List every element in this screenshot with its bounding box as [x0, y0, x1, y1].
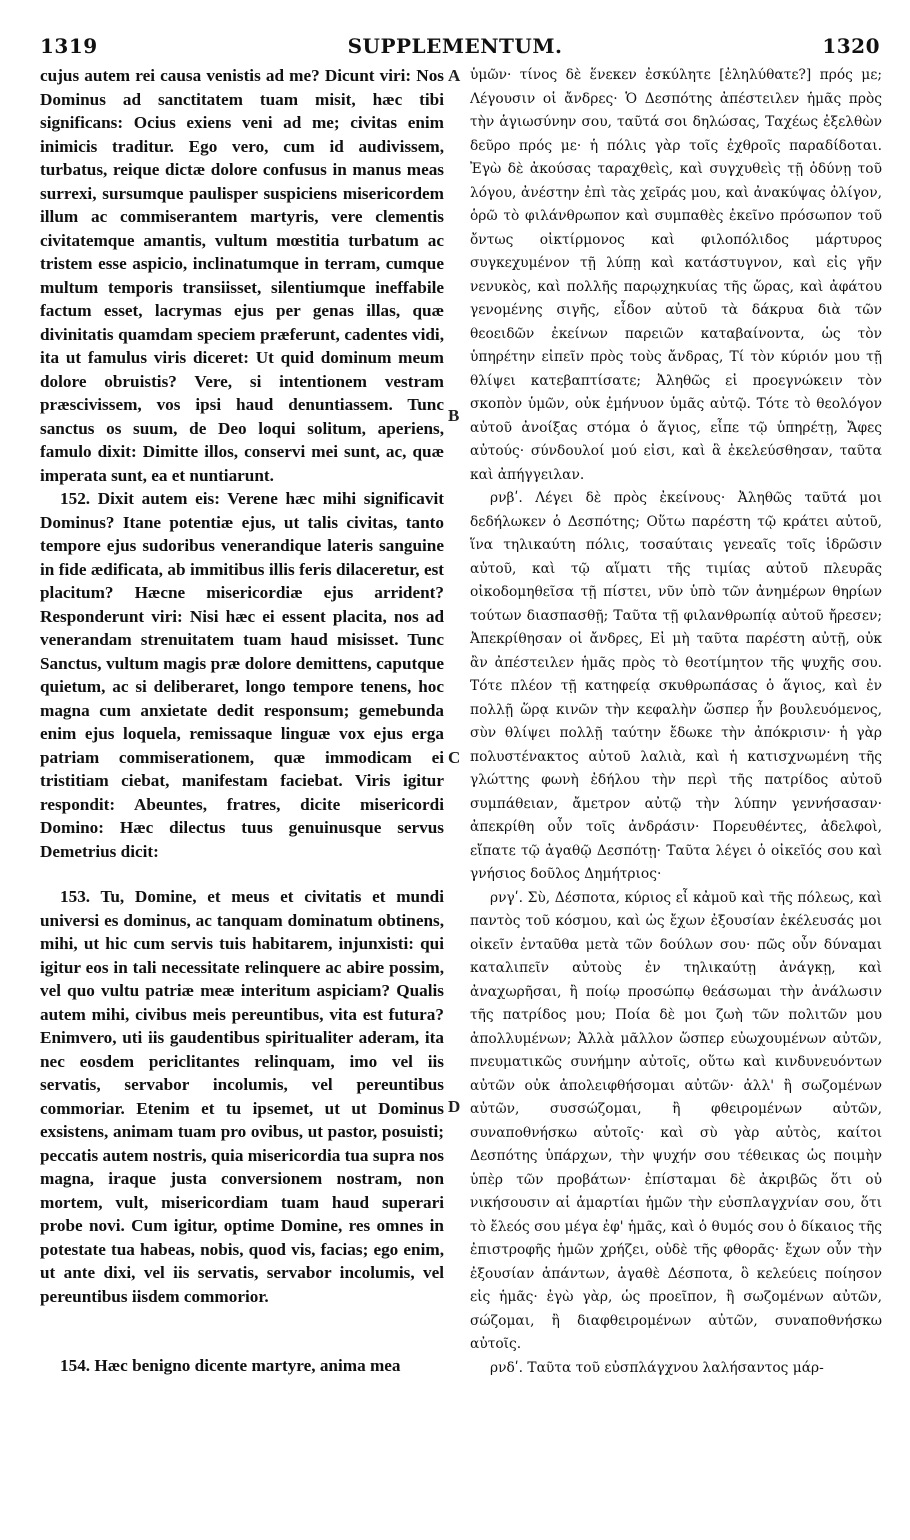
margin-letter-a: A — [448, 66, 461, 85]
left-page-number: 1319 — [40, 34, 98, 58]
greek-paragraph-1: ὑμῶν· τίνος δὲ ἕνεκεν ἐσκύλητε [ἐληλύθατε?] πρός με; Λέγουσιν οἱ ἄνδρες· Ὁ Δεσπότης ἀπέστειλεν ἡμᾶς πρὸς τὴν ἁγιωσύνην σου, ταῦτά σοι δηλώσας, Ταχέως ἐξελθὼν δεῦρο πρός με· ἡ πόλις γὰρ τοῖς ἐχθροῖς παραδίδοται. Ἐγὼ δὲ ἀκούσας ταραχθεὶς, καὶ συγχυθεὶς τῇ ὀδύνῃ τοῦ λόγου, ἀνέστην ἐπὶ τὰς χεῖράς μου, καὶ ἀνακύψας ὀλίγον, ὁρῶ τὸ φιλάνθρωπον καὶ συμπαθὲς ἐκεῖνο πρόσωπον τοῦ ὄντως οἰκτίρμονος καὶ φιλοπόλιδος μάρτυρος συγκεχυμένον τῇ λύπῃ καὶ κατάστυγνον, καὶ εἰς γῆν νενυκὸς, καὶ πολλῆς παρῳχηκυίας τῆς ὥρας, καὶ ἀφάτου γενομένης σιγῆς, εἶδον αὐτοῦ τὰ δάκρυα διὰ τῶν θεοειδῶν ἐκείνων παρειῶν καταβαίνοντα, ὡς τὸν ὑπηρέτην εἰπεῖν πρὸς τοὺς ἄνδρας, Τί τὸν κύριόν μου τῇ θλίψει κατεβαπτίσατε; Ἀληθῶς εἰ προεγνώκειν τὸν σκοπὸν ὑμῶν, οὐκ ἐμήνυον ὑμᾶς αὐτῷ. Τότε τὸ θεολόγον αὐτοῦ ἀνοίξας στόμα ὁ ἅγιος, εἶπε τῷ ὑπηρέτῃ, Ἄφες αὐτούς· σύνδουλοί μού εἰσι, καὶ ἃ ἐκελεύσθησαν, ταῦτα καὶ ἀπήγγειλαν. — [470, 67, 882, 483]
right-page-number: 1320 — [822, 34, 880, 58]
running-head-title: SUPPLEMENTUM. — [347, 34, 563, 58]
latin-paragraph-154: 154. Hæc benigno dicente martyre, anima mea — [60, 1356, 401, 1375]
latin-paragraph-152: 152. Dixit autem eis: Verene hæc mihi significavit Dominus? Itane potentiæ ejus, ut talis civitas, tanto tempore ejus sudoribus venerandique lateris sanguine in fide ædificata, ab immitibus illis feris dilaceretur, est placitum? Hæcne misericordiæ ejus arrident? Responderunt viri: Nisi hæc ei essent placita, nos ad venerandam strenuitatem tuam haud misisset. Tunc Sanctus, vultum magis præ dolore demittens, caputque quietum, ac si deliberaret, longo tempore tenens, hoc magna cum anxietate dedit responsum; gemebunda enim ejus loquela, remissaque linguæ vox ejus erga patriam commiserationem, quæ immodicam ei tristitiam ciebat, manifestam faciebat. Viris igitur respondit: Abeuntes, fratres, dicite misericordi Domino: Hæc dilectus tuus genuinusque servus Demetrius dicit: — [40, 489, 444, 861]
margin-letter-c: C — [448, 748, 461, 767]
margin-letter-d: D — [448, 1097, 461, 1116]
greek-paragraph-152: ρνβʹ. Λέγει δὲ πρὸς ἐκείνους· Ἀληθῶς ταῦτά μοι δεδήλωκεν ὁ Δεσπότης; Οὕτω παρέστη τῷ κράτει αὐτοῦ, ἵνα τηλικαύτη πόλις, τοσαύταις γενεαῖς τοῖς ἱδρῶσιν αὐτοῦ, καὶ τῷ αἵματι τῆς τιμίας αὐτοῦ πλευρᾶς οἰκοδομηθεῖσα τῇ πίστει, νῦν ὑπὸ τῶν ἀνημέρων θηρίων τούτων διασπασθῇ; Ταῦτα τῇ φιλανθρωπίᾳ αὐτοῦ ἤρεσεν; Ἀπεκρίθησαν οἱ ἄνδρες, Εἰ μὴ ταῦτα παρέστη αὐτῇ, οὐκ ἂν ἀπέστειλεν ἡμᾶς πρὸς τὸ θεοτίμητον τῆς ψυχῆς σου. Τότε πλέον τῇ κατηφείᾳ σκυθρωπάσας ὁ ἅγιος, καὶ ἐν πολλῇ ὥρᾳ κινῶν τὴν κεφαλὴν ὥσπερ ἦν βουλευόμενος, σὺν θλίψει πολλῇ ταύτην ἔδωκε τὴν ἀπόκρισιν· ἡ γὰρ πολυστένακτος αὐτοῦ λαλιὰ, καὶ ἡ κατισχνωμένη τῆς γλώττης φωνὴ ἐδήλου τὴν περὶ τῆς πατρίδος αὐτοῦ συμπάθειαν, ἄμετρον αὐτῷ τὴν λύπην γεννήσασαν· ἀπεκρίθη οὖν τοῖς ἀνδράσιν· Πορευθέντες, ἀδελφοὶ, εἴπατε τῷ ἀγαθῷ Δεσπότῃ· Ταῦτα λέγει ὁ οἰκεῖός σου καὶ γνήσιος δοῦλος Δημήτριος· — [470, 490, 882, 882]
greek-paragraph-153: ρνγʹ. Σὺ, Δέσποτα, κύριος εἶ κἀμοῦ καὶ τῆς πόλεως, καὶ παντὸς τοῦ κόσμου, καὶ ὡς ἔχων ἐξουσίαν ἐκέλευσάς μοι οἰκεῖν ἐνταῦθα μετὰ τῶν δούλων σου· πῶς οὖν δύναμαι καταλιπεῖν αὐτοὺς ἐν τηλικαύτῃ ἀνάγκῃ, καὶ ἀναχωρῆσαι, ἢ ποίῳ προσώπῳ θεάσωμαι τὴν ἀνάλωσιν τῆς πατρίδος μου; Ποία δὲ μοι ζωὴ τῶν πολιτῶν μου ἀπολλυμένων; Ἀλλὰ μᾶλλον ὥσπερ εὐωχουμένων αὐτῶν, πνευματικῶς συνήμην αὐτοῖς, οὕτω καὶ κινδυνευόντων αὐτῶν οὐκ ἀπολειφθήσομαι αὐτῶν· ἀλλ' ἢ σωζομένων αὐτῶν, συσσώζομαι, ἢ φθειρομένων αὐτῶν, συναποθνήσκω αὐτοῖς· καὶ σὺ γὰρ αὐτὸς, καίτοι Δεσπότης ὑπάρχων, τὴν ψυχήν σου τέθεικας ὡς ποιμὴν ὑπὲρ τῶν προβάτων· ἐπίσταμαι δὲ ἀκριβῶς ὅτι οὐ νικήσουσιν αἱ ἁμαρτίαι ἡμῶν τὴν εὐσπλαγχνίαν σου, ὅτι τὸ ἔλεός σου μέγα ἐφ' ἡμᾶς, καὶ ὁ θυμός σου ὁ δίκαιος τῆς ἐπιστροφῆς ἡμῶν χρήζει, οὐδὲ τῆς φθορᾶς· ἔχων οὖν τὴν ἐξουσίαν ἁπάντων, ἀγαθὲ Δέσποτα, ὃ κελεύεις ποίησον εἰς ἡμᾶς· ἐγὼ γὰρ, ὡς προεῖπον, ἢ σωζομένων αὐτῶν, σώζομαι, ἢ διαφθειρομένων αὐτῶν, συναποθνήσκω αὐτοῖς. — [470, 889, 882, 1352]
latin-paragraph-1: cujus autem rei causa venistis ad me? Dicunt viri: Nos Dominus ad sanctitatem tuam misit, hæc tibi significans: Ocius exiens veni ad me; civitas enim inimicis traditur. Ego vero, cum id audivissem, turbatus, reique dictæ dolore confusus in manus meas surrexi, sursumque paulisper suspiciens misericordem illum ac commiserantem martyris, vere clementis civitatemque amantis, vultum mœstitia turbatum ac tristem esse aspicio, inclinatumque in terram, cumque multum temporis transiisset, silentiumque ineffabile factum esset, lacrymas ejus per genas illas, quæ divinitatis quamdam speciem præferunt, cadentes vidi, ita ut famulus viris diceret: Ut quid dominum meum dolore obruistis? Vere, si intentionem vestram præscivissem, vos ipsi haud denuntiassem. Tunc sanctus os suum, de Deo loqui solitum, aperiens, famulo dixit: Dimitte illos, conservi mei sunt, ac, quæ imperata sunt, ea et nuntiarunt. — [40, 66, 444, 485]
greek-column — [470, 64, 882, 1380]
latin-paragraph-153: 153. Tu, Domine, et meus et civitatis et mundi universi es dominus, ac tanquam dominatum obtinens, mihi, ut hic cum servis tuis habitarem, injunxisti: qui igitur eos in tali necessitate relinquere ac abire possim, vel quo vultu patriæ meæ interitum aspiciam? Qualis autem mihi, civibus meis pereuntibus, vita est futura? Enimvero, uti iis gaudentibus spiritualiter aderam, ita nec eosdem periclitantes relinquam, imo vel iis servatis, servabor incolumis, vel pereuntibus commoriar. Etenim et tu ipsemet, ut ut Dominus exsistens, animam tuam pro ovibus, ut pastor, posuisti; peccatis autem nostris, quia misericordia tua supra nos magna, iraque justa conversionem nostram, non mortem, vult, misericordiam tuam haud superari probe novi. Cum igitur, optime Domine, res omnes in potestate tua habeas, nobis, quod vis, facias; ego enim, ut ante dixi, vel iis servatis, servabor incolumis, vel pereuntibus iisdem commorior. — [40, 887, 444, 1306]
latin-column — [40, 64, 444, 1378]
margin-letter-b: B — [448, 406, 460, 425]
greek-paragraph-154: ρνδʹ. Ταῦτα τοῦ εὐσπλάγχνου λαλήσαντος μάρ- — [490, 1359, 824, 1376]
